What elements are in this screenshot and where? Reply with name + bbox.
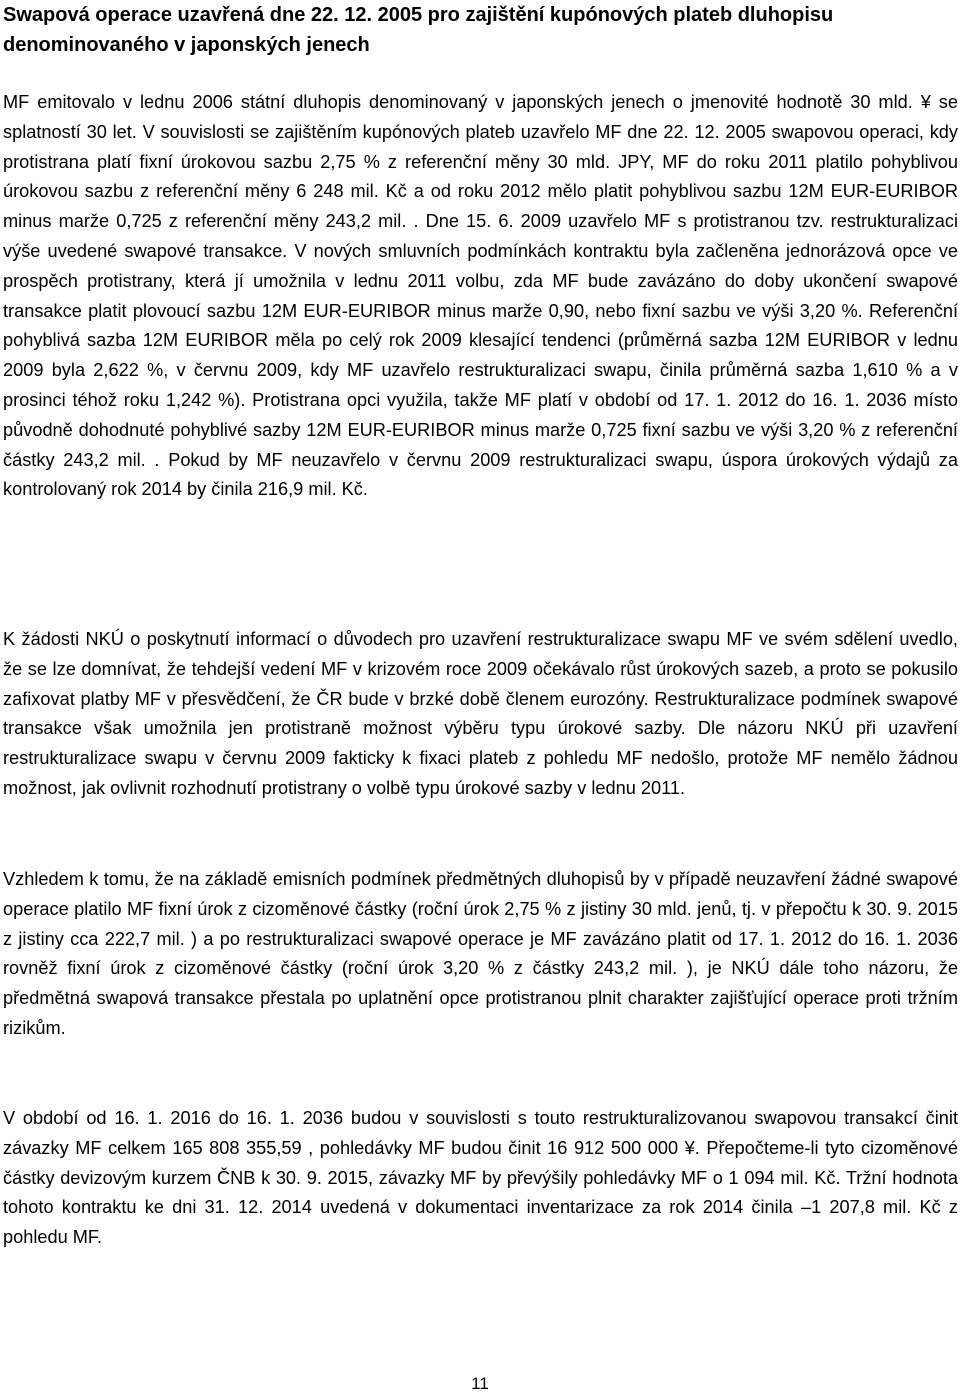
page-number: 11 <box>471 1374 489 1393</box>
paragraph-swap-description: MF emitovalo v lednu 2006 státní dluhopis denominovaný v japonských jenech o jmenovité hodnotě 30 mld. ¥ se splatností 30 let. V souvislosti se zajištěním kupónových plateb uzavřelo MF dne 22. 12. 2005 swapovou operaci, kdy protistrana platí fixní úrokovou sazbu 2,75 % z referenční měny 30 mld. JPY, MF do roku 2011 platilo pohyblivou úrokovou sazbu z referenční měny 6 248 mil. Kč a od roku 2012 mělo platit pohyblivou sazbu 12M EUR-EURIBOR minus marže 0,725 z referenční měny 243,2 mil. . Dne 15. 6. 2009 uzavřelo MF s protistranou tzv. restrukturalizaci výše uvedené swapové transakce. V nových smluvních podmínkách kontraktu byla začleněna jednorázová opce ve prospěch protistrany, která jí umožnila v lednu 2011 volbu, zda MF bude zavázáno do doby ukončení swapové transakce platit plovoucí sazbu 12M EUR-EURIBOR minus marže 0,90, nebo fixní sazbu ve výši 3,20 %. Referenční pohyblivá sazba 12M EURIBOR měla po celý rok 2009 klesající tendenci (průměrná sazba 12M EURIBOR v lednu 2009 byla 2,622 %, v červnu 2009, kdy MF uzavřelo restrukturalizaci swapu, činila průměrná sazba 1,610 % a v prosinci téhož roku 1,242 %). Protistrana opci využila, takže MF platí v období od 17. 1. 2012 do 16. 1. 2036 místo původně dohodnuté pohyblivé sazby 12M EUR-EURIBOR minus marže 0,725 fixní sazbu ve výši 3,20 % z referenční částky 243,2 mil. . Pokud by MF neuzavřelo v červnu 2009 restrukturalizaci swapu, úspora úrokových výdajů za kontrolovaný rok 2014 by činila 216,9 mil. Kč. <box>3 92 958 500</box>
section-heading: Swapová operace uzavřená dne 22. 12. 2005 pro zajištění kupónových plateb dluhopisu denominovaného v japonských jenech <box>3 4 834 56</box>
paragraph-liabilities: V období od 16. 1. 2016 do 16. 1. 2036 budou v souvislosti s touto restrukturalizovanou swapovou transakcí činit závazky MF celkem 165 808 355,59 , pohledávky MF budou činit 16 912 500 000 ¥. Přepočteme-li tyto cizoměnové částky devizovým kurzem ČNB k 30. 9. 2015, závazky MF by převýšily pohledávky MF o 1 094 mil. Kč. Tržní hodnota tohoto kontraktu ke dni 31. 12. 2014 uvedená v dokumentaci inventarizace za rok 2014 činila –1 207,8 mil. Kč z pohledu MF. <box>3 1108 958 1248</box>
paragraph-fixed-interest: Vzhledem k tomu, že na základě emisních podmínek předmětných dluhopisů by v případě neuzavření žádné swapové operace platilo MF fixní úrok z cizoměnové částky (roční úrok 2,75 % z jistiny 30 mld. jenů, tj. v přepočtu k 30. 9. 2015 z jistiny cca 222,7 mil. ) a po restrukturalizaci swapové operace je MF zavázáno platit od 17. 1. 2012 do 16. 1. 2036 rovněž fixní úrok z cizoměnové částky (roční úrok 3,20 % z částky 243,2 mil. ), je NKÚ dále toho názoru, že předmětná swapová transakce přestala po uplatnění opce protistranou plnit charakter zajišťující operace proti tržním rizikům. <box>3 869 958 1038</box>
paragraph-nku-request: K žádosti NKÚ o poskytnutí informací o důvodech pro uzavření restrukturalizace swapu MF ve svém sdělení uvedlo, že se lze domnívat, že tehdejší vedení MF v krizovém roce 2009 očekávalo růst úrokových sazeb, a proto se pokusilo zafixovat platby MF v přesvědčení, že ČR bude v brzké době členem eurozóny. Restrukturalizace podmínek swapové transakce však umožnila jen protistraně možnost výběru typu úrokové sazby. Dle názoru NKÚ při uzavření restrukturalizace swapu v červnu 2009 fakticky k fixaci plateb z pohledu MF nedošlo, protože MF nemělo žádnou možnost, jak ovlivnit rozhodnutí protistrany o volbě typu úrokové sazby v lednu 2011. <box>3 629 958 798</box>
